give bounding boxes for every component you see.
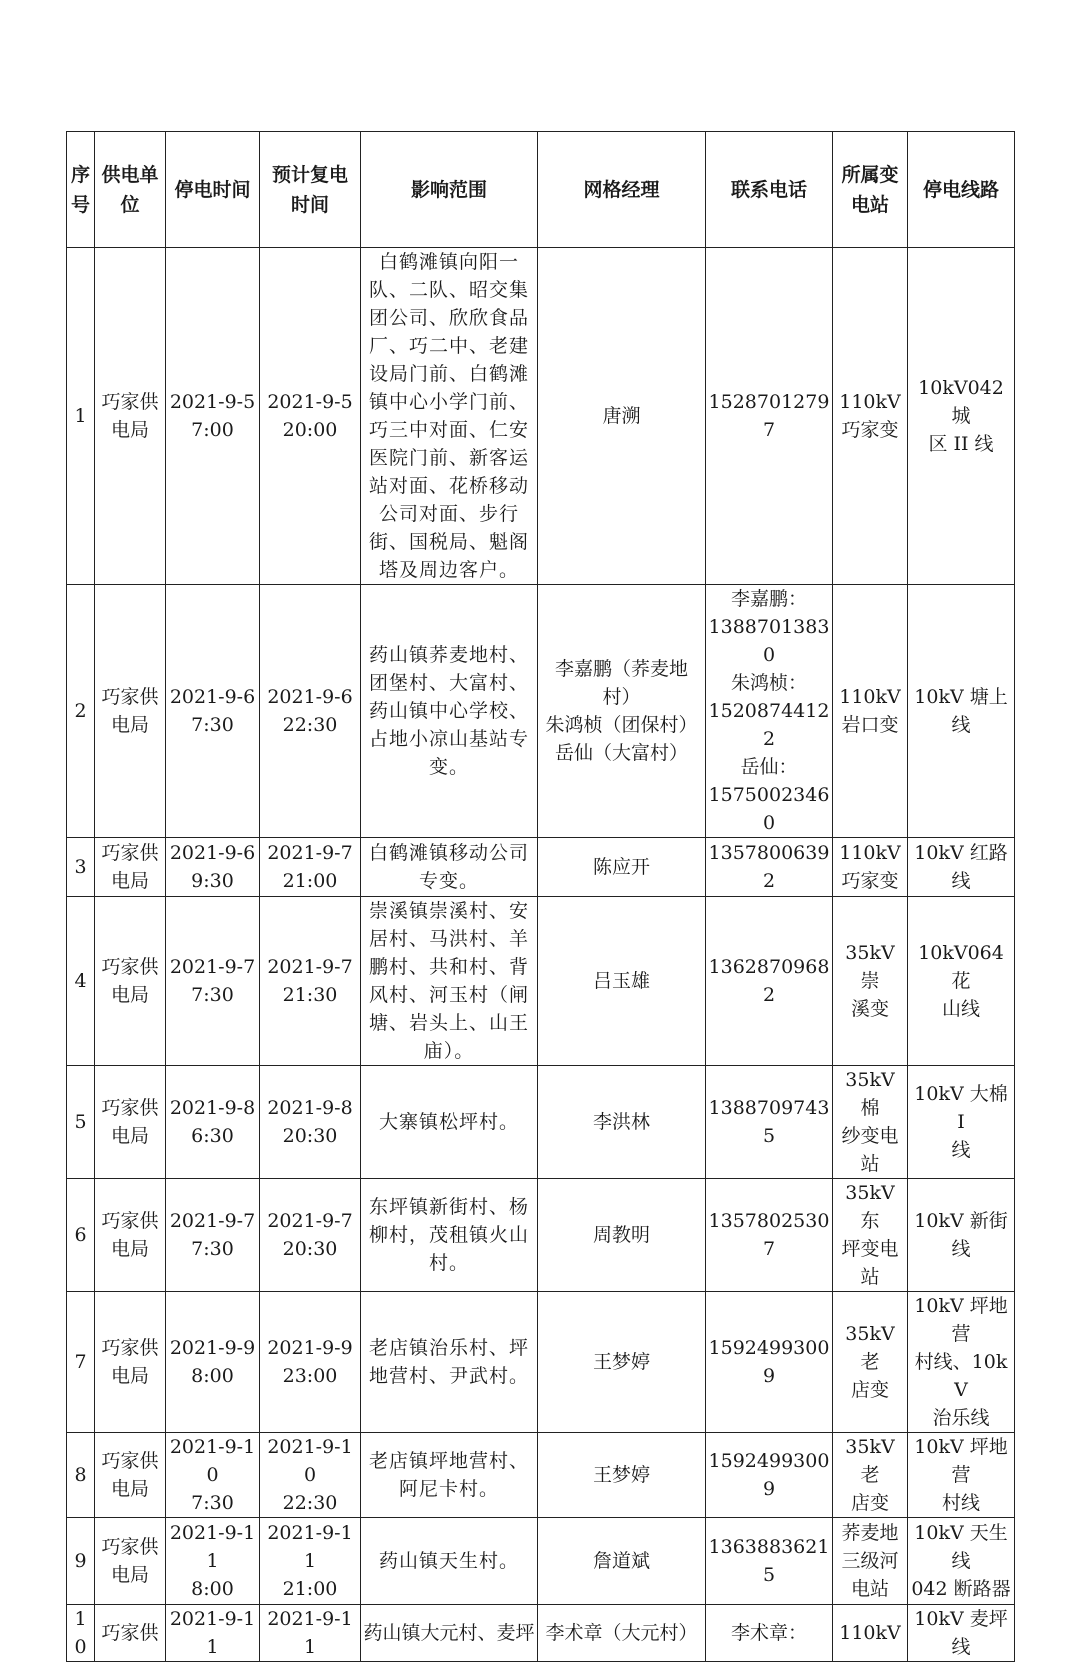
header-outage-time: 停电时间 bbox=[166, 132, 260, 248]
table-row bbox=[67, 1292, 1015, 1433]
cell-manager: 王梦婷 bbox=[538, 1433, 706, 1518]
cell-phone: 李术章： bbox=[706, 1605, 833, 1662]
header-line: 停电线路 bbox=[908, 132, 1015, 248]
cell-outage-time: 2021-9-5 7:00 bbox=[166, 248, 260, 585]
header-manager: 网格经理 bbox=[538, 132, 706, 248]
table-row bbox=[67, 838, 1015, 897]
cell-scope: 大寨镇松坪村。 bbox=[361, 1066, 538, 1179]
cell-substation: 35kV 东 坪变电 站 bbox=[833, 1179, 908, 1292]
table-row bbox=[67, 1433, 1015, 1518]
header-phone: 联系电话 bbox=[706, 132, 833, 248]
cell-substation: 35kV 棉 纱变电 站 bbox=[833, 1066, 908, 1179]
cell-line: 10kV 塘上线 bbox=[908, 585, 1015, 838]
cell-substation: 110kV 岩口变 bbox=[833, 585, 908, 838]
cell-line: 10kV 麦坪线 bbox=[908, 1605, 1015, 1662]
cell-scope: 药山镇大元村、麦坪 bbox=[361, 1605, 538, 1662]
cell-outage-time: 2021-9-11 8:00 bbox=[166, 1518, 260, 1605]
cell-scope: 老店镇治乐村、坪地营村、尹武村。 bbox=[361, 1292, 538, 1433]
table-row bbox=[67, 1066, 1015, 1179]
header-unit: 供电单 位 bbox=[95, 132, 166, 248]
cell-line: 10kV 坪地营 村线、10kV 治乐线 bbox=[908, 1292, 1015, 1433]
cell-no: 5 bbox=[67, 1066, 95, 1179]
cell-unit: 巧家供 电局 bbox=[95, 1292, 166, 1433]
cell-line: 10kV 大棉 I 线 bbox=[908, 1066, 1015, 1179]
cell-substation: 110kV 巧家变 bbox=[833, 248, 908, 585]
cell-line: 10kV 坪地营 村线 bbox=[908, 1433, 1015, 1518]
cell-restore-time: 2021-9-9 23:00 bbox=[260, 1292, 361, 1433]
cell-unit: 巧家供 电局 bbox=[95, 1066, 166, 1179]
cell-restore-time: 2021-9-11 bbox=[260, 1605, 361, 1662]
cell-no: 4 bbox=[67, 897, 95, 1066]
cell-substation: 35kV 老 店变 bbox=[833, 1433, 908, 1518]
cell-unit: 巧家供 电局 bbox=[95, 1518, 166, 1605]
header-substation: 所属变 电站 bbox=[833, 132, 908, 248]
table-row bbox=[67, 585, 1015, 838]
cell-unit: 巧家供 电局 bbox=[95, 248, 166, 585]
cell-no: 2 bbox=[67, 585, 95, 838]
cell-line: 10kV042 城 区 II 线 bbox=[908, 248, 1015, 585]
cell-unit: 巧家供 电局 bbox=[95, 1179, 166, 1292]
cell-outage-time: 2021-9-10 7:30 bbox=[166, 1433, 260, 1518]
cell-no: 9 bbox=[67, 1518, 95, 1605]
cell-scope: 崇溪镇崇溪村、安居村、马洪村、羊鹏村、共和村、背风村、河玉村（闸塘、岩头上、山王庙）。 bbox=[361, 897, 538, 1066]
cell-outage-time: 2021-9-6 7:30 bbox=[166, 585, 260, 838]
cell-manager: 周教明 bbox=[538, 1179, 706, 1292]
cell-phone: 15924993009 bbox=[706, 1292, 833, 1433]
header-scope: 影响范围 bbox=[361, 132, 538, 248]
cell-scope: 白鹤滩镇向阳一队、二队、昭交集团公司、欣欣食品厂、巧二中、老建设局门前、白鹤滩镇中心小学门前、巧三中对面、仁安医院门前、新客运站对面、花桥移动公司对面、步行街、国税局、魁阁塔及周边客户。 bbox=[361, 248, 538, 585]
header-restore-time: 预计复电 时间 bbox=[260, 132, 361, 248]
cell-scope: 老店镇坪地营村、阿尼卡村。 bbox=[361, 1433, 538, 1518]
cell-restore-time: 2021-9-7 21:00 bbox=[260, 838, 361, 897]
cell-phone: 李嘉鹏： 13887013830 朱鸿桢： 15208744122 岳仙： 15750023460 bbox=[706, 585, 833, 838]
outage-table bbox=[66, 131, 1015, 1662]
cell-no: 8 bbox=[67, 1433, 95, 1518]
table-header-row bbox=[67, 132, 1015, 248]
cell-outage-time: 2021-9-7 7:30 bbox=[166, 897, 260, 1066]
table-row bbox=[67, 1179, 1015, 1292]
cell-manager: 陈应开 bbox=[538, 838, 706, 897]
cell-no: 1 bbox=[67, 248, 95, 585]
cell-phone: 15924993009 bbox=[706, 1433, 833, 1518]
cell-restore-time: 2021-9-7 20:30 bbox=[260, 1179, 361, 1292]
outage-schedule-sheet bbox=[66, 131, 1014, 1662]
cell-line: 10kV064 花 山线 bbox=[908, 897, 1015, 1066]
cell-phone: 13578006392 bbox=[706, 838, 833, 897]
cell-unit: 巧家供 bbox=[95, 1605, 166, 1662]
cell-restore-time: 2021-9-8 20:30 bbox=[260, 1066, 361, 1179]
cell-outage-time: 2021-9-11 bbox=[166, 1605, 260, 1662]
cell-phone: 15287012797 bbox=[706, 248, 833, 585]
cell-no: 6 bbox=[67, 1179, 95, 1292]
table-row bbox=[67, 1605, 1015, 1662]
cell-substation: 荞麦地 三级河 电站 bbox=[833, 1518, 908, 1605]
header-no: 序 号 bbox=[67, 132, 95, 248]
cell-phone: 13578025307 bbox=[706, 1179, 833, 1292]
cell-manager: 唐溯 bbox=[538, 248, 706, 585]
cell-manager: 吕玉雄 bbox=[538, 897, 706, 1066]
cell-outage-time: 2021-9-6 9:30 bbox=[166, 838, 260, 897]
cell-line: 10kV 红路线 bbox=[908, 838, 1015, 897]
table-row bbox=[67, 248, 1015, 585]
cell-substation: 110kV 巧家变 bbox=[833, 838, 908, 897]
cell-substation: 35kV 崇 溪变 bbox=[833, 897, 908, 1066]
cell-scope: 药山镇荞麦地村、团堡村、大富村、药山镇中心学校、占地小凉山基站专变。 bbox=[361, 585, 538, 838]
cell-phone: 13628709682 bbox=[706, 897, 833, 1066]
cell-outage-time: 2021-9-7 7:30 bbox=[166, 1179, 260, 1292]
cell-substation: 35kV 老 店变 bbox=[833, 1292, 908, 1433]
cell-manager: 王梦婷 bbox=[538, 1292, 706, 1433]
cell-outage-time: 2021-9-8 6:30 bbox=[166, 1066, 260, 1179]
cell-scope: 白鹤滩镇移动公司专变。 bbox=[361, 838, 538, 897]
table-row bbox=[67, 897, 1015, 1066]
cell-restore-time: 2021-9-6 22:30 bbox=[260, 585, 361, 838]
cell-manager: 詹道斌 bbox=[538, 1518, 706, 1605]
table-row bbox=[67, 1518, 1015, 1605]
cell-line: 10kV 天生线 042 断路器 bbox=[908, 1518, 1015, 1605]
cell-unit: 巧家供 电局 bbox=[95, 1433, 166, 1518]
cell-restore-time: 2021-9-11 21:00 bbox=[260, 1518, 361, 1605]
cell-outage-time: 2021-9-9 8:00 bbox=[166, 1292, 260, 1433]
cell-restore-time: 2021-9-7 21:30 bbox=[260, 897, 361, 1066]
cell-line: 10kV 新街线 bbox=[908, 1179, 1015, 1292]
cell-scope: 东坪镇新街村、杨柳村，茂租镇火山村。 bbox=[361, 1179, 538, 1292]
cell-restore-time: 2021-9-5 20:00 bbox=[260, 248, 361, 585]
cell-manager: 李洪林 bbox=[538, 1066, 706, 1179]
cell-phone: 13638836215 bbox=[706, 1518, 833, 1605]
cell-manager: 李术章（大元村） bbox=[538, 1605, 706, 1662]
cell-unit: 巧家供 电局 bbox=[95, 585, 166, 838]
cell-phone: 13887097435 bbox=[706, 1066, 833, 1179]
cell-unit: 巧家供 电局 bbox=[95, 838, 166, 897]
cell-unit: 巧家供 电局 bbox=[95, 897, 166, 1066]
cell-substation: 110kV bbox=[833, 1605, 908, 1662]
cell-no: 7 bbox=[67, 1292, 95, 1433]
cell-scope: 药山镇天生村。 bbox=[361, 1518, 538, 1605]
cell-manager: 李嘉鹏（荞麦地村） 朱鸿桢（团保村） 岳仙（大富村） bbox=[538, 585, 706, 838]
cell-restore-time: 2021-9-10 22:30 bbox=[260, 1433, 361, 1518]
cell-no: 10 bbox=[67, 1605, 95, 1662]
cell-no: 3 bbox=[67, 838, 95, 897]
